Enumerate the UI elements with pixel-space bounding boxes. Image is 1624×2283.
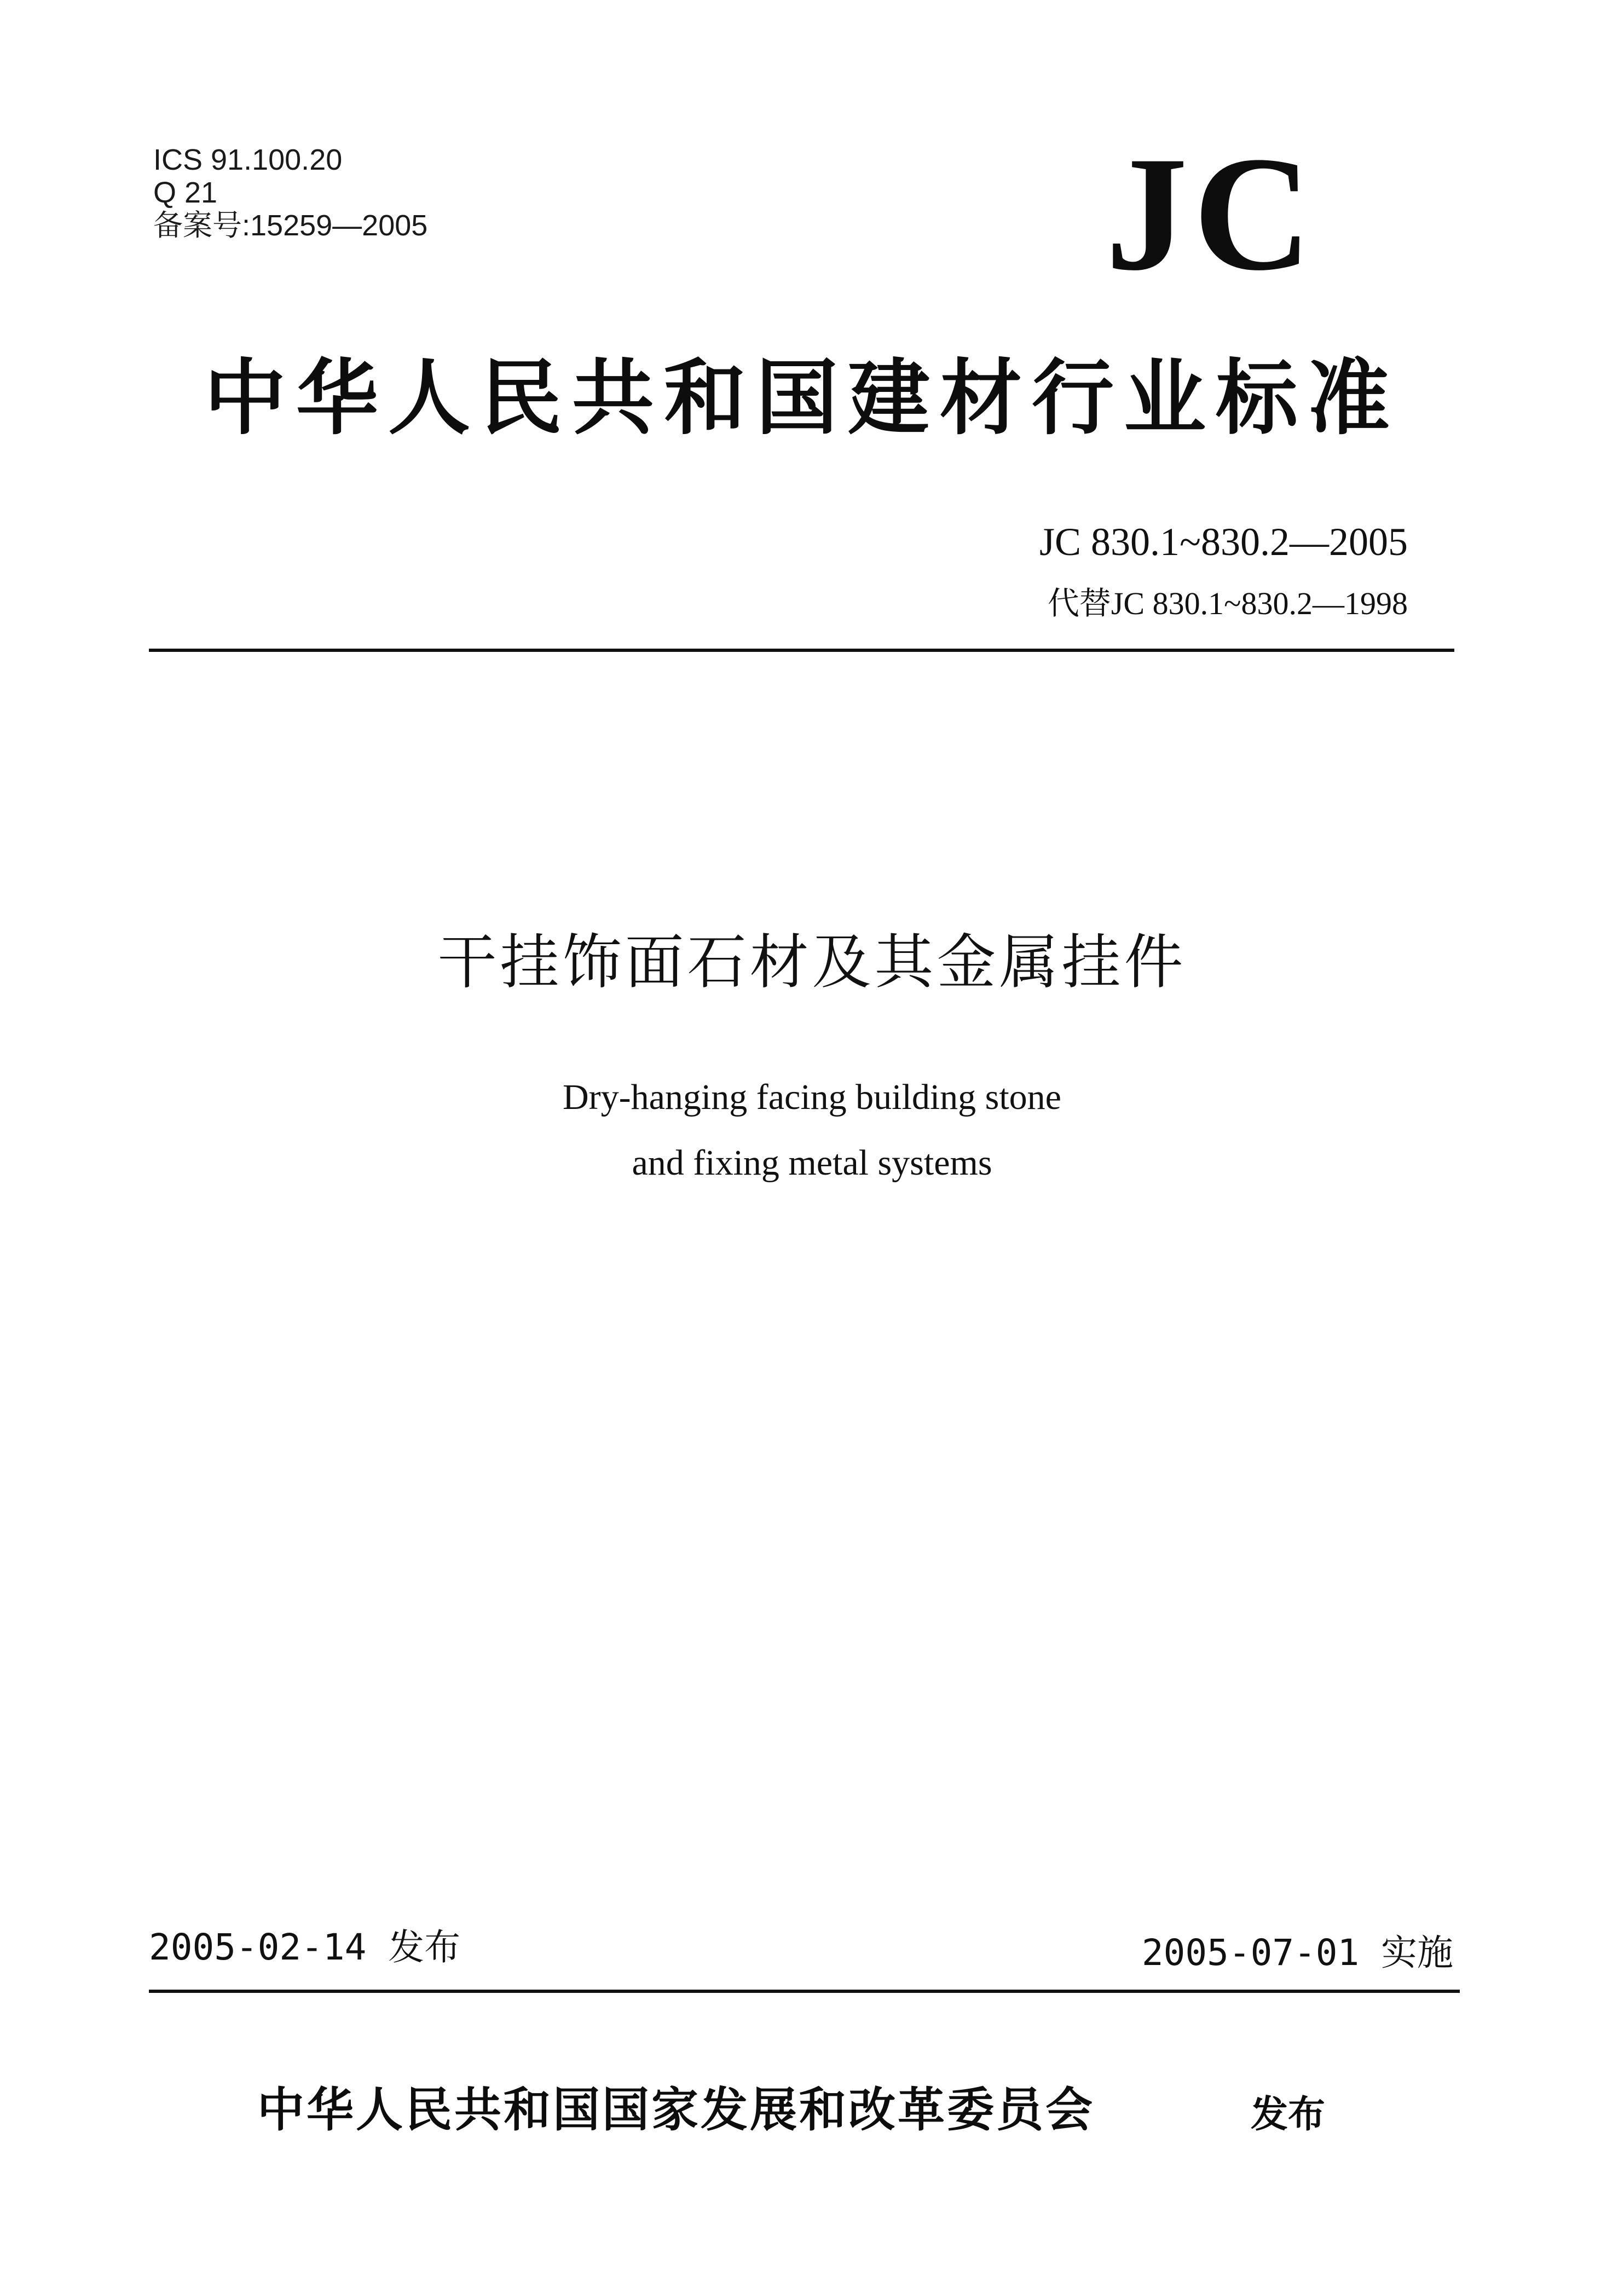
footer-divider	[149, 1990, 1460, 1993]
document-title-chinese: 干挂饰面石材及其金属挂件	[437, 928, 1187, 997]
header-divider	[149, 649, 1454, 652]
document-title-english-line1: Dry-hanging facing building stone	[563, 1077, 1061, 1117]
classification-code: Q 21	[153, 176, 218, 209]
replaces-standard: 代替JC 830.1~830.2—1998	[1047, 586, 1408, 621]
implementation-date: 2005-07-01 实施	[1141, 1932, 1453, 1974]
publish-label: 发布	[1251, 2093, 1326, 2136]
publisher-name: 中华人民共和国国家发展和改革委员会	[257, 2082, 1095, 2137]
document-title-english-line2: and fixing metal systems	[632, 1143, 992, 1183]
ics-code: ICS 91.100.20	[153, 143, 343, 176]
jc-logo: JC	[1106, 123, 1317, 304]
standard-category-title: 中华人民共和国建材行业标准	[204, 350, 1400, 446]
filing-number: 备案号:15259—2005	[153, 209, 428, 242]
standard-number: JC 830.1~830.2—2005	[1039, 520, 1408, 564]
issue-date: 2005-02-14 发布	[149, 1926, 461, 1968]
